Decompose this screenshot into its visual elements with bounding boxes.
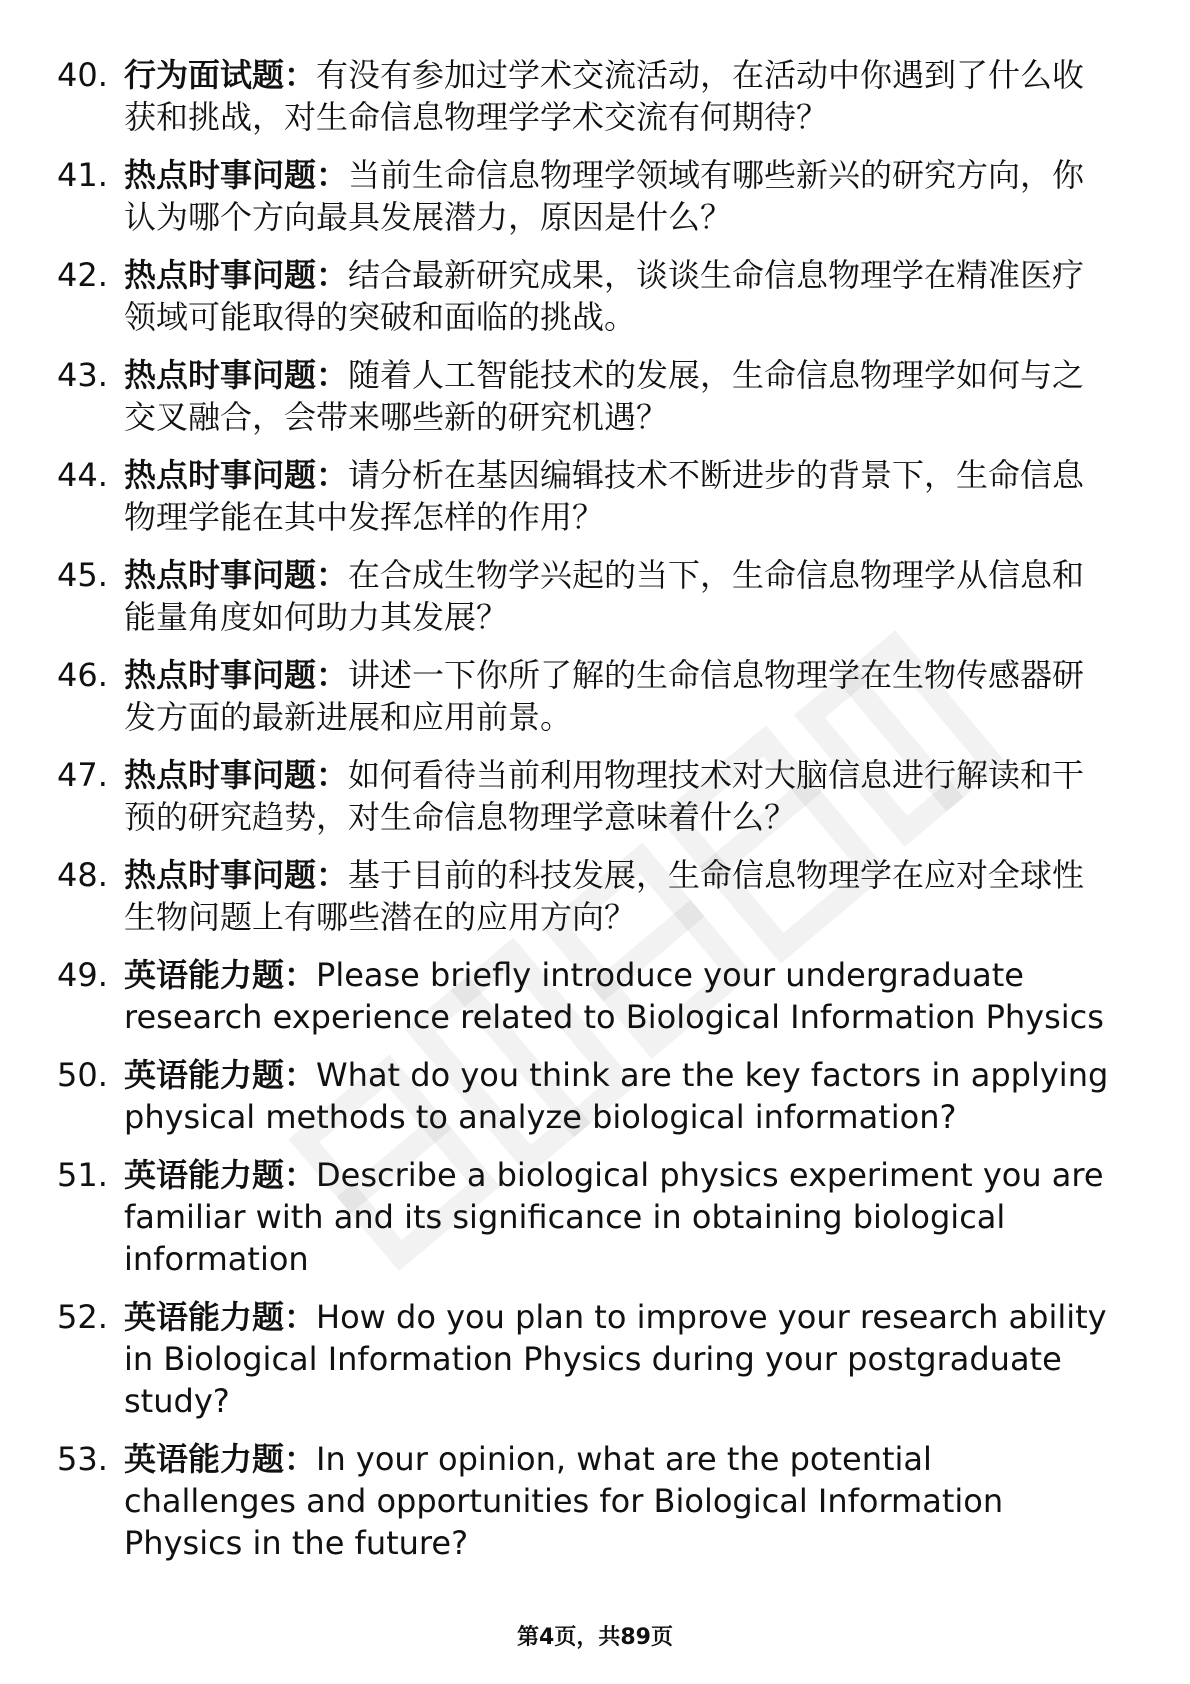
question-text: How do you plan to improve your research ability in Biological Information Physics during your postgraduate study? bbox=[124, 1298, 1107, 1420]
question-item bbox=[0, 754, 1190, 838]
question-number: 47. bbox=[57, 756, 108, 794]
question-text: 当前生命信息物理学领域有哪些新兴的研究方向，你认为哪个方向最具发展潜力，原因是什么？ bbox=[124, 156, 1085, 236]
question-category: 热点时事问题： bbox=[124, 756, 349, 794]
question-text: 在合成生物学兴起的当下，生命信息物理学从信息和能量角度如何助力其发展？ bbox=[124, 556, 1085, 636]
question-list bbox=[0, 54, 1190, 1580]
question-text: What do you think are the key factors in applying physical methods to analyze biological information? bbox=[124, 1056, 1109, 1136]
question-text: 基于目前的科技发展，生命信息物理学在应对全球性生物问题上有哪些潜在的应用方向？ bbox=[124, 856, 1085, 936]
question-item bbox=[0, 354, 1190, 438]
question-text: 有没有参加过学术交流活动，在活动中你遇到了什么收获和挑战，对生命信息物理学学术交流有何期待？ bbox=[124, 56, 1085, 136]
question-item bbox=[0, 454, 1190, 538]
question-number: 50. bbox=[57, 1056, 108, 1094]
question-item bbox=[0, 54, 1190, 138]
question-item bbox=[0, 654, 1190, 738]
question-number: 52. bbox=[57, 1298, 108, 1336]
question-number: 49. bbox=[57, 956, 108, 994]
question-category: 热点时事问题： bbox=[124, 456, 349, 494]
question-text: 结合最新研究成果，谈谈生命信息物理学在精准医疗领域可能取得的突破和面临的挑战。 bbox=[124, 256, 1085, 336]
question-category: 英语能力题： bbox=[124, 1440, 317, 1478]
question-text: 讲述一下你所了解的生命信息物理学在生物传感器研发方面的最新进展和应用前景。 bbox=[124, 656, 1085, 736]
question-category: 热点时事问题： bbox=[124, 256, 349, 294]
question-number: 40. bbox=[57, 56, 108, 94]
question-number: 51. bbox=[57, 1156, 108, 1194]
question-item bbox=[0, 854, 1190, 938]
question-text: 如何看待当前利用物理技术对大脑信息进行解读和干预的研究趋势，对生命信息物理学意味着什么？ bbox=[124, 756, 1085, 836]
question-item bbox=[0, 254, 1190, 338]
question-item bbox=[0, 1154, 1190, 1280]
question-category: 英语能力题： bbox=[124, 1298, 317, 1336]
question-text: 请分析在基因编辑技术不断进步的背景下，生命信息物理学能在其中发挥怎样的作用？ bbox=[124, 456, 1085, 536]
question-category: 热点时事问题： bbox=[124, 356, 349, 394]
question-text: Describe a biological physics experiment you are familiar with and its significance in obtaining biological information bbox=[124, 1156, 1104, 1278]
question-number: 45. bbox=[57, 556, 108, 594]
question-item bbox=[0, 1438, 1190, 1564]
question-category: 行为面试题： bbox=[124, 56, 317, 94]
question-number: 42. bbox=[57, 256, 108, 294]
question-item bbox=[0, 1296, 1190, 1422]
question-item bbox=[0, 1054, 1190, 1138]
question-text: In your opinion, what are the potential challenges and opportunities for Biological Information Physics in the future? bbox=[124, 1440, 1004, 1562]
question-number: 48. bbox=[57, 856, 108, 894]
question-category: 英语能力题： bbox=[124, 1056, 317, 1094]
page-footer: 第4页，共89页 bbox=[517, 1625, 673, 1650]
question-category: 热点时事问题： bbox=[124, 156, 349, 194]
question-text: Please briefly introduce your undergraduate research experience related to Biological Information Physics bbox=[124, 956, 1104, 1036]
question-number: 53. bbox=[57, 1440, 108, 1478]
question-category: 英语能力题： bbox=[124, 1156, 317, 1194]
question-number: 46. bbox=[57, 656, 108, 694]
question-number: 43. bbox=[57, 356, 108, 394]
question-category: 热点时事问题： bbox=[124, 856, 349, 894]
question-item bbox=[0, 554, 1190, 638]
question-item bbox=[0, 954, 1190, 1038]
question-number: 44. bbox=[57, 456, 108, 494]
question-category: 热点时事问题： bbox=[124, 656, 349, 694]
question-category: 热点时事问题： bbox=[124, 556, 349, 594]
question-number: 41. bbox=[57, 156, 108, 194]
question-category: 英语能力题： bbox=[124, 956, 317, 994]
question-text: 随着人工智能技术的发展，生命信息物理学如何与之交叉融合，会带来哪些新的研究机遇？ bbox=[124, 356, 1085, 436]
question-item bbox=[0, 154, 1190, 238]
